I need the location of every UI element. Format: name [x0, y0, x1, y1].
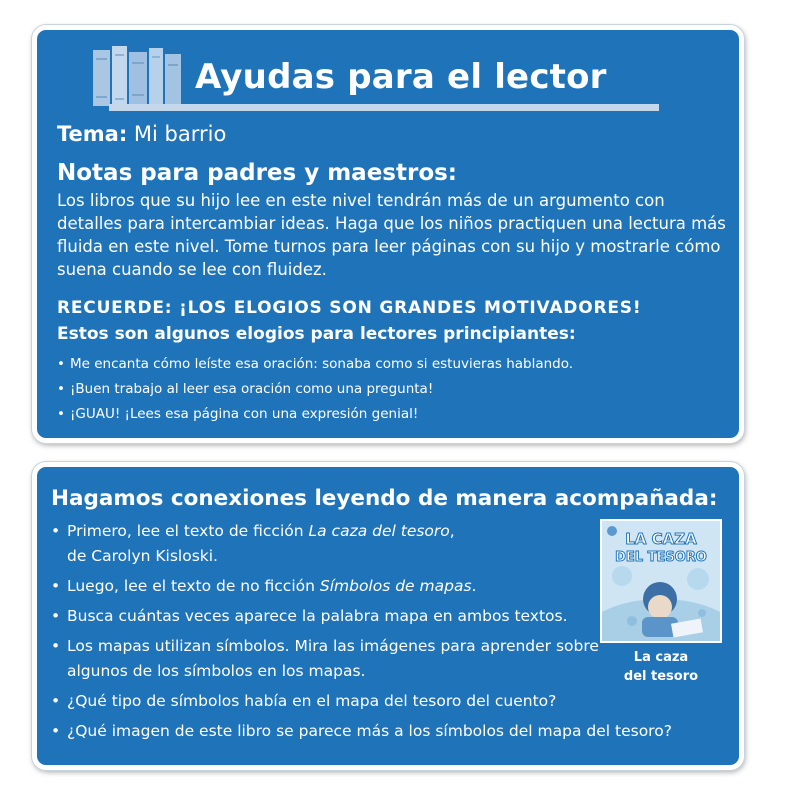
- list-item: • Busca cuántas veces aparece la palabra mapa en ambos textos.: [51, 604, 611, 629]
- title-underline-bar: [109, 104, 659, 111]
- cover-title-line-1: LA CAZA: [625, 530, 697, 548]
- book-title-nonfiction: Símbolos de mapas: [319, 577, 472, 595]
- book-cover-image: [600, 519, 722, 643]
- connections-heading: Hagamos conexiones leyendo de manera acompañada:: [51, 486, 718, 511]
- book-cover-illustration: [602, 521, 720, 641]
- caption-line-2: del tesoro: [623, 669, 699, 684]
- list-item: • Me encanta cómo leíste esa oración: sonaba como si estuvieras hablando.: [57, 352, 573, 377]
- item-text: Primero, lee el texto de ficción: [67, 522, 309, 540]
- item-text: .: [471, 577, 477, 595]
- topic-label: Tema:: [57, 122, 128, 146]
- books-icon: [87, 44, 197, 110]
- list-item: • ¿Qué tipo de símbolos había en el mapa del tesoro del cuento?: [51, 689, 747, 714]
- praise-intro: Estos son algunos elogios para lectores principiantes:: [57, 324, 576, 344]
- item-text: ,: [449, 522, 455, 540]
- page-title: Ayudas para el lector: [195, 57, 607, 97]
- cover-title-line-2: DEL TESORO: [615, 550, 707, 565]
- list-item: • ¡GUAU! ¡Lees esa página con una expresión genial!: [57, 402, 573, 427]
- connections-panel: [32, 462, 744, 770]
- list-item: • ¿Qué imagen de este libro se parece más a los símbolos del mapa del tesoro?: [51, 719, 747, 744]
- praise-list: [57, 352, 573, 427]
- notes-body: Los libros que su hijo lee en este nivel tendrán más de un argumento con detalles para intercambiar ideas. Haga que los niños practiquen una lectura más fluida en este nivel. Tome turnos para leer páginas con su hijo y mostrarle cómo suena cuando se lee con fluidez.: [57, 191, 726, 279]
- book-title-fiction: La caza del tesoro: [308, 522, 450, 540]
- list-item: [51, 574, 611, 599]
- reminder-heading: RECUERDE: ¡LOS ELOGIOS SON GRANDES MOTIVADORES!: [57, 298, 642, 318]
- caption-line-1: La caza: [633, 650, 689, 665]
- list-item: [51, 519, 611, 569]
- topic-value: Mi barrio: [127, 122, 227, 146]
- item-text: de Carolyn Kisloski.: [67, 547, 218, 565]
- list-item: • ¡Buen trabajo al leer esa oración como una pregunta!: [57, 377, 573, 402]
- item-text: Luego, lee el texto de no ficción: [67, 577, 320, 595]
- notes-heading: Notas para padres y maestros:: [57, 160, 458, 186]
- header: [87, 44, 659, 112]
- book-cover-caption: [590, 648, 732, 686]
- connections-list: [51, 519, 672, 749]
- reader-aids-panel: [32, 25, 744, 443]
- topic-line: [57, 122, 226, 146]
- list-item: • Los mapas utilizan símbolos. Mira las imágenes para aprender sobre algunos de los símbolos en los mapas.: [51, 634, 611, 684]
